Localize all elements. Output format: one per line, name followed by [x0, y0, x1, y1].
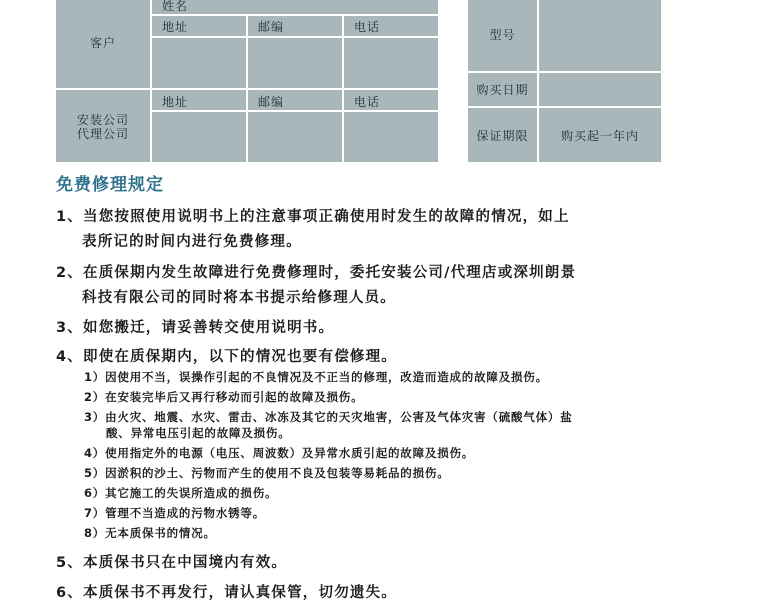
- sub-item-number: 2）: [84, 390, 106, 404]
- name-label: 姓名: [162, 0, 189, 13]
- sub-item-text: 其它施工的失误所造成的损伤。: [105, 486, 278, 500]
- name-cell: [152, 0, 438, 14]
- list-item: [56, 345, 397, 366]
- installer-label: [56, 104, 150, 150]
- list-item: [56, 205, 570, 226]
- installer-label-line1: 安装公司: [76, 113, 129, 127]
- item-text: 如您搬迁，请妥善转交使用说明书。: [83, 320, 335, 336]
- sub-item-text: 使用指定外的电源（电压、周波数）及异常水质引起的故障及损伤。: [105, 446, 475, 460]
- sub-item-number: 4）: [84, 446, 106, 460]
- customer-zip-field[interactable]: [248, 38, 342, 88]
- list-item: [56, 581, 397, 602]
- customer-label: 客户: [89, 35, 116, 50]
- customer-address-field[interactable]: [152, 38, 246, 88]
- sub-item-text: 由火灾、地震、水灾、雷击、冰冻及其它的天灾地害，公害及气体灾害（硫酸气体）盐: [105, 410, 573, 424]
- item-number: 4、: [56, 349, 83, 365]
- sub-item-text: 管理不当造成的污物水锈等。: [105, 506, 266, 520]
- item-text: 当您按照使用说明书上的注意事项正确使用时发生的故障的情况，如上: [83, 209, 570, 225]
- item-number: 1、: [56, 209, 83, 225]
- sub-item-continuation: 酸、异常电压引起的故障及损伤。: [106, 426, 291, 440]
- section-title: 免费修理规定: [56, 175, 164, 195]
- customer-phone-field[interactable]: [344, 38, 438, 88]
- sub-item-number: 6）: [84, 486, 106, 500]
- customer-zip-label: 邮编: [258, 20, 285, 34]
- sub-item-number: 7）: [84, 506, 106, 520]
- item-number: 6、: [56, 585, 83, 601]
- installer-zip-label: 邮编: [258, 95, 285, 109]
- installer-phone-label: 电话: [354, 95, 381, 109]
- item-text: 即使在质保期内，以下的情况也要有偿修理。: [83, 349, 397, 365]
- warranty-value: 购买起一年内: [560, 128, 639, 143]
- model-field[interactable]: [539, 0, 661, 71]
- item-text: 在质保期内发生故障进行免费修理时，委托安装公司/代理店或深圳朗景: [83, 265, 577, 281]
- customer-address-label: 地址: [162, 20, 189, 34]
- sub-list-item: [84, 505, 265, 521]
- sub-list-item: [84, 465, 450, 481]
- sub-list-item: [84, 409, 573, 425]
- sub-list-item: [84, 389, 363, 405]
- item-continuation: 表所记的时间内进行免费修理。: [82, 234, 302, 250]
- item-number: 3、: [56, 320, 83, 336]
- sub-list-item: [84, 369, 548, 385]
- model-label: 型号: [489, 27, 516, 42]
- installer-zip-field[interactable]: [248, 112, 342, 162]
- sub-list-item: [84, 445, 474, 461]
- item-text: 本质保书不再发行，请认真保管，切勿遗失。: [83, 585, 397, 601]
- installer-address-field[interactable]: [152, 112, 246, 162]
- purchase-date-label: 购买日期: [476, 83, 529, 97]
- list-item: [56, 551, 287, 572]
- sub-list-item: [84, 525, 216, 541]
- list-item: [56, 261, 576, 282]
- sub-item-number: 1）: [84, 370, 106, 384]
- sub-item-text: 因淤积的沙土、污物而产生的使用不良及包装等易耗品的损伤。: [105, 466, 450, 480]
- item-number: 5、: [56, 555, 83, 571]
- sub-item-number: 8）: [84, 526, 106, 540]
- sub-item-number: 3）: [84, 410, 106, 424]
- sub-item-text: 在安装完毕后又再行移动而引起的故障及损伤。: [105, 390, 364, 404]
- warranty-label: 保证期限: [476, 128, 529, 143]
- item-continuation: 科技有限公司的同时将本书提示给修理人员。: [82, 290, 396, 306]
- sub-item-number: 5）: [84, 466, 106, 480]
- item-text: 本质保书只在中国境内有效。: [83, 555, 288, 571]
- sub-item-text: 无本质保书的情况。: [105, 526, 216, 540]
- item-number: 2、: [56, 265, 83, 281]
- installer-address-label: 地址: [162, 95, 189, 109]
- installer-label-line2: 代理公司: [76, 127, 129, 141]
- customer-phone-label: 电话: [354, 20, 381, 34]
- sub-item-text: 因使用不当，误操作引起的不良情况及不正当的修理，改造而造成的故障及损伤。: [105, 370, 548, 384]
- purchase-date-field[interactable]: [539, 73, 661, 106]
- list-item: [56, 316, 334, 337]
- sub-list-item: [84, 485, 277, 501]
- installer-phone-field[interactable]: [344, 112, 438, 162]
